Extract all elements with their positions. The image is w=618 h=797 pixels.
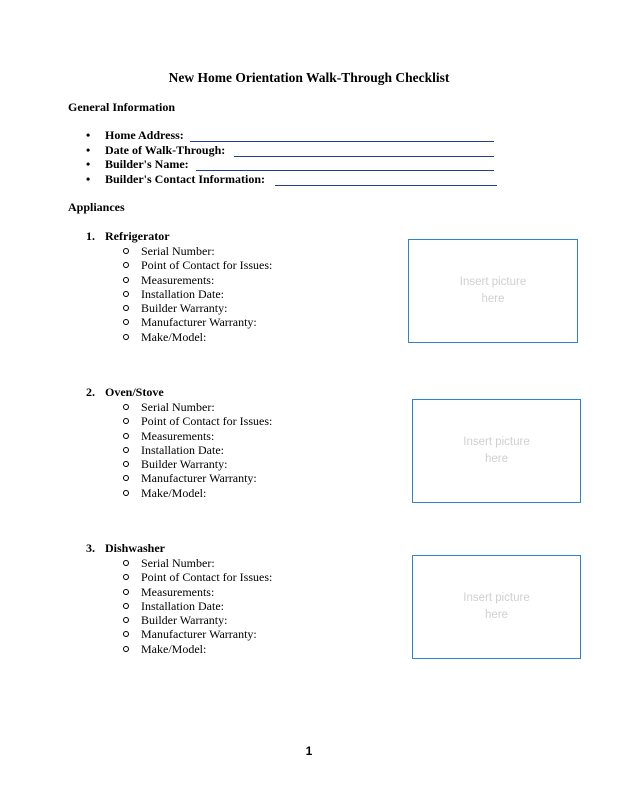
field-label: Installation Date: bbox=[141, 442, 224, 457]
builder-contact-field[interactable] bbox=[275, 185, 497, 186]
circle-bullet bbox=[123, 560, 129, 566]
field-label: Point of Contact for Issues: bbox=[141, 258, 273, 273]
circle-bullet bbox=[123, 319, 129, 325]
field-label: Point of Contact for Issues: bbox=[141, 414, 273, 429]
appliance-name: Oven/Stove bbox=[105, 385, 164, 399]
field-label: Make/Model: bbox=[141, 329, 207, 344]
field-label: Manufacturer Warranty: bbox=[141, 471, 257, 486]
page-number: 1 bbox=[305, 744, 313, 758]
field-label: Builder Warranty: bbox=[141, 301, 228, 316]
appliance-number: 2. bbox=[86, 385, 95, 399]
home-address-label: Home Address: bbox=[105, 128, 184, 142]
walkthrough-date-label: Date of Walk-Through: bbox=[105, 142, 226, 157]
circle-bullet bbox=[123, 617, 129, 623]
circle-bullet bbox=[123, 248, 129, 254]
walkthrough-date-field[interactable] bbox=[234, 156, 494, 157]
bullet: • bbox=[86, 142, 91, 157]
field-label: Make/Model: bbox=[141, 485, 207, 500]
appliance-name: Dishwasher bbox=[105, 541, 166, 555]
circle-bullet bbox=[123, 589, 129, 595]
circle-bullet bbox=[123, 262, 129, 268]
circle-bullet bbox=[123, 305, 129, 311]
home-address-field[interactable] bbox=[190, 141, 494, 142]
circle-bullet bbox=[123, 277, 129, 283]
general-information-heading: General Information bbox=[68, 100, 175, 114]
circle-bullet bbox=[123, 631, 129, 637]
field-label: Make/Model: bbox=[141, 641, 207, 656]
field-label: Measurements: bbox=[141, 428, 215, 443]
field-label: Point of Contact for Issues: bbox=[141, 570, 273, 585]
field-label: Builder Warranty: bbox=[141, 457, 228, 472]
placeholder-text: Insert picture here bbox=[459, 276, 527, 305]
field-label: Serial Number: bbox=[141, 400, 215, 414]
circle-bullet bbox=[123, 291, 129, 297]
circle-bullet bbox=[123, 475, 129, 481]
dishwasher-picture-placeholder[interactable] bbox=[412, 555, 581, 659]
appliances-heading: Appliances bbox=[68, 200, 125, 214]
circle-bullet bbox=[123, 404, 129, 410]
circle-bullet bbox=[123, 433, 129, 439]
field-label: Builder Warranty: bbox=[141, 613, 228, 628]
field-label: Manufacturer Warranty: bbox=[141, 315, 257, 330]
circle-bullet bbox=[123, 646, 129, 652]
appliance-name: Refrigerator bbox=[105, 229, 170, 243]
circle-bullet bbox=[123, 490, 129, 496]
bullet: • bbox=[86, 157, 91, 171]
appliance-number: 3. bbox=[86, 541, 95, 555]
field-label: Installation Date: bbox=[141, 598, 224, 613]
circle-bullet bbox=[123, 334, 129, 340]
builder-name-label: Builder's Name: bbox=[105, 157, 189, 171]
document-title: New Home Orientation Walk-Through Checklist bbox=[168, 70, 450, 85]
circle-bullet bbox=[123, 418, 129, 424]
circle-bullet bbox=[123, 461, 129, 467]
field-label: Measurements: bbox=[141, 584, 215, 599]
field-label: Serial Number: bbox=[141, 244, 215, 258]
field-label: Serial Number: bbox=[141, 556, 215, 570]
placeholder-text: Insert picture here bbox=[463, 436, 530, 465]
circle-bullet bbox=[123, 447, 129, 453]
field-label: Manufacturer Warranty: bbox=[141, 627, 257, 642]
appliance-number: 1. bbox=[86, 229, 95, 243]
placeholder-text: Insert picture here bbox=[463, 592, 530, 621]
bullet: • bbox=[86, 128, 91, 142]
refrigerator-picture-placeholder[interactable] bbox=[408, 239, 578, 343]
builder-contact-label: Builder's Contact Information: bbox=[105, 171, 265, 186]
circle-bullet bbox=[123, 603, 129, 609]
field-label: Measurements: bbox=[141, 272, 215, 287]
oven-stove-picture-placeholder[interactable] bbox=[412, 399, 581, 503]
bullet: • bbox=[86, 171, 91, 186]
field-label: Installation Date: bbox=[141, 286, 224, 301]
circle-bullet bbox=[123, 574, 129, 580]
